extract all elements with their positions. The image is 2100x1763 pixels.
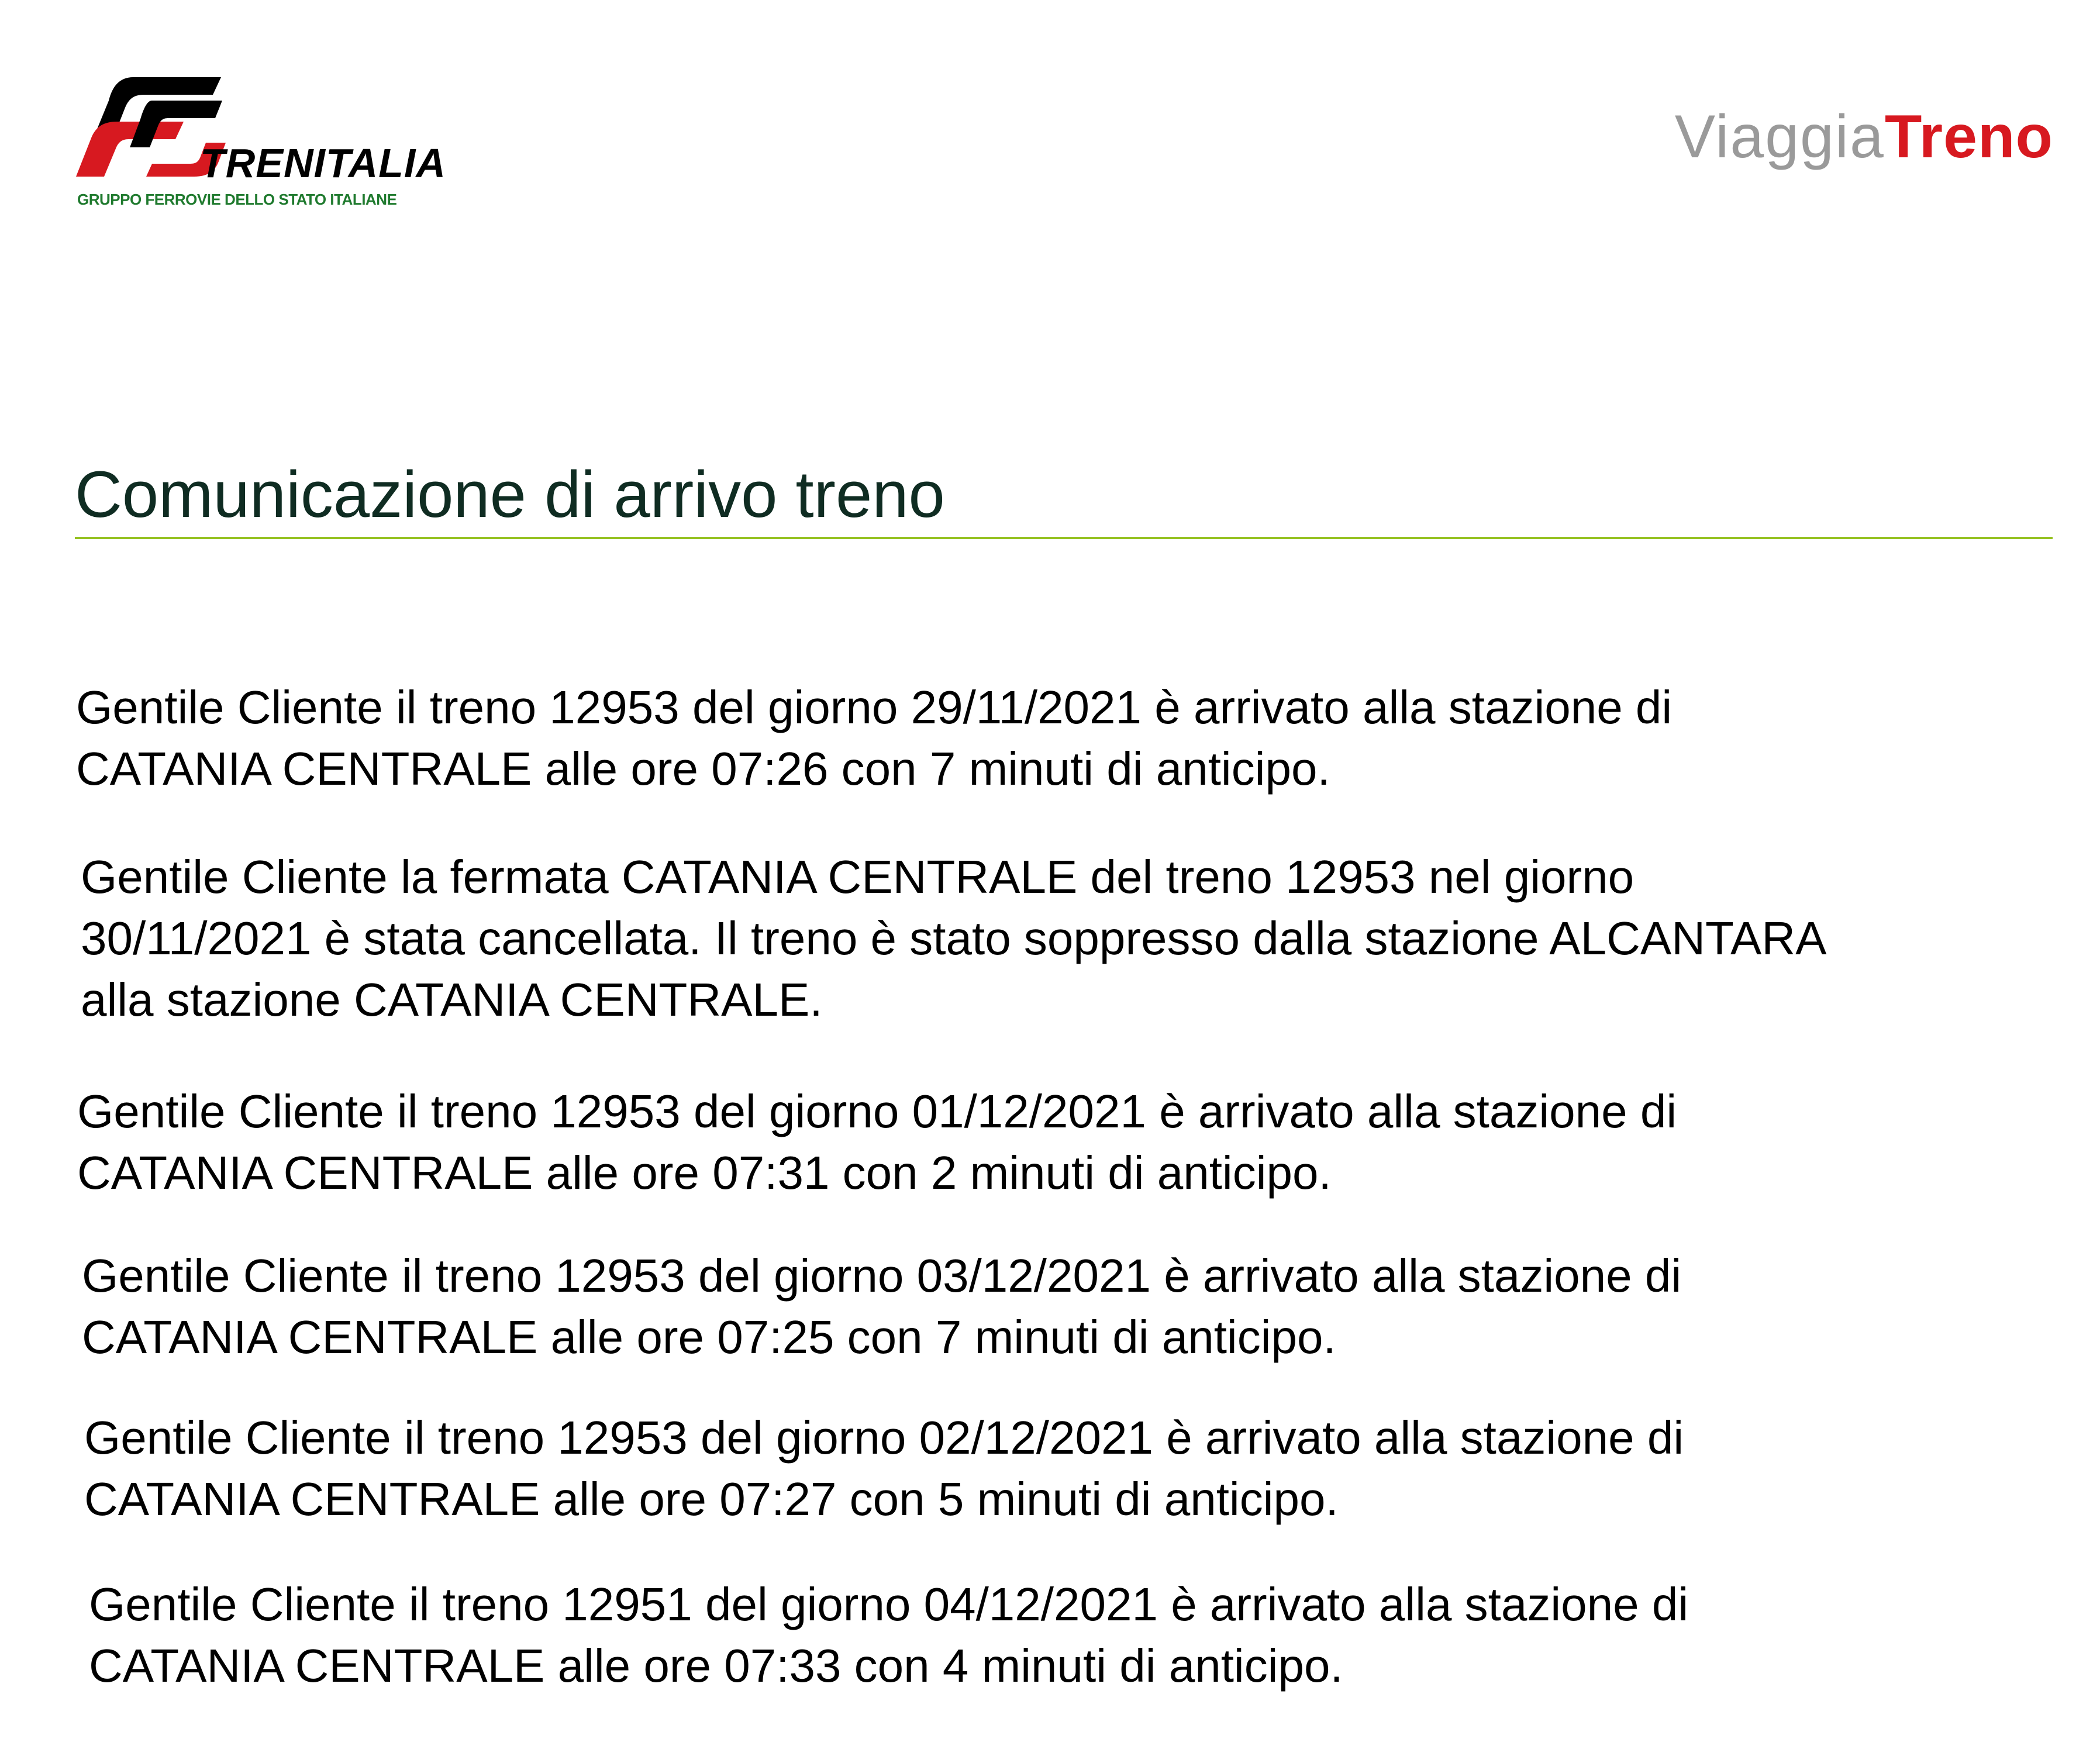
- cancellation-message: [81, 846, 2057, 1030]
- trenitalia-logo: [75, 77, 484, 218]
- arrival-message: [89, 1574, 2065, 1696]
- message-line: CATANIA CENTRALE alle ore 07:25 con 7 minuti di anticipo.: [82, 1311, 1336, 1363]
- message-line: CATANIA CENTRALE alle ore 07:33 con 4 minuti di anticipo.: [89, 1640, 1343, 1692]
- message-line: Gentile Cliente la fermata CATANIA CENTRALE del treno 12953 nel giorno: [81, 851, 1635, 903]
- message-line: CATANIA CENTRALE alle ore 07:31 con 2 minuti di anticipo.: [77, 1147, 1332, 1199]
- message-line: Gentile Cliente il treno 12953 del giorno 29/11/2021 è arrivato alla stazione di: [76, 681, 1673, 733]
- arrival-message: [76, 677, 2053, 799]
- arrival-message: [84, 1407, 2061, 1530]
- message-line: alla stazione CATANIA CENTRALE.: [81, 974, 823, 1026]
- message-line: 30/11/2021 è stata cancellata. Il treno è stato soppresso dalla stazione ALCANTARA: [81, 912, 1827, 964]
- message-line: Gentile Cliente il treno 12953 del giorno 03/12/2021 è arrivato alla stazione di: [82, 1250, 1682, 1302]
- message-line: CATANIA CENTRALE alle ore 07:27 con 5 minuti di anticipo.: [84, 1473, 1339, 1525]
- arrival-message: [82, 1245, 2058, 1368]
- message-line: Gentile Cliente il treno 12953 del giorno 02/12/2021 è arrivato alla stazione di: [84, 1412, 1684, 1464]
- message-line: Gentile Cliente il treno 12953 del giorno 01/12/2021 è arrivato alla stazione di: [77, 1085, 1677, 1137]
- trenitalia-tagline: GRUPPO FERROVIE DELLO STATO ITALIANE: [77, 191, 397, 208]
- message-line: CATANIA CENTRALE alle ore 07:26 con 7 minuti di anticipo.: [76, 743, 1330, 795]
- arrival-message: [77, 1081, 2054, 1203]
- trenitalia-wordmark: TRENITALIA: [200, 140, 446, 186]
- viaggiatreno-logo-bold: Treno: [1884, 103, 2053, 171]
- title-divider: [75, 537, 2053, 539]
- viaggiatreno-logo-light: Viaggia: [1674, 103, 1885, 171]
- message-line: Gentile Cliente il treno 12951 del giorno 04/12/2021 è arrivato alla stazione di: [89, 1578, 1689, 1630]
- viaggiatreno-logo: [1674, 103, 2053, 171]
- page-title: Comunicazione di arrivo treno: [75, 458, 945, 531]
